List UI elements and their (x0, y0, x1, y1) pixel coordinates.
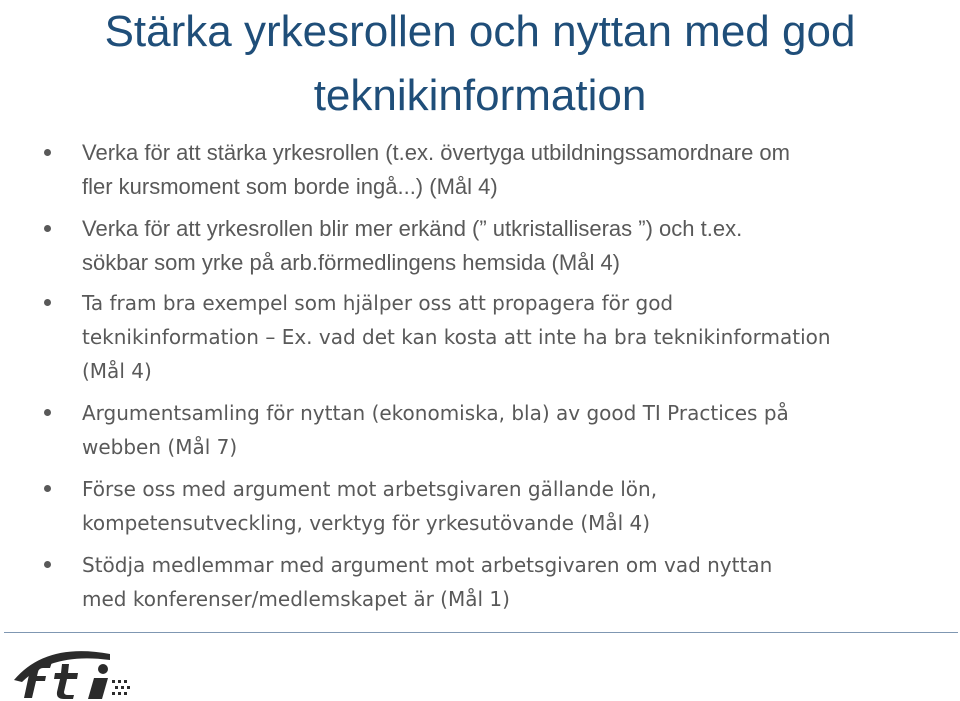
bullet-3-line-2: teknikinformation – Ex. vad det kan kosta att inte ha bra teknikinformation (82, 325, 831, 349)
bullet-dot-icon (44, 225, 51, 232)
bullet-6-line-1: Stödja medlemmar med argument mot arbetsgivaren om vad nyttan (82, 553, 773, 577)
bullet-4-line-1: Argumentsamling för nyttan (ekonomiska, bla) av good TI Practices på (82, 401, 789, 425)
bullet-3-line-3: (Mål 4) (82, 359, 152, 383)
bullet-list (0, 136, 960, 616)
bullet-item-3 (0, 286, 960, 388)
bullet-5-line-1: Förse oss med argument mot arbetsgivaren gällande lön, (82, 477, 658, 501)
bullet-1-line-2: fler kursmoment som borde ingå...) (Mål 4) (82, 174, 498, 199)
fti-logo-icon (6, 640, 136, 700)
bullet-dot-icon (44, 149, 51, 156)
bullet-item-1 (0, 136, 960, 204)
bullet-2-line-1: Verka för att yrkesrollen blir mer erkänd (” utkristalliseras ”) och t.ex. (82, 216, 743, 241)
bullet-dot-icon (44, 299, 51, 306)
bullet-dot-icon (44, 561, 51, 568)
bullet-4-line-2: webben (Mål 7) (82, 435, 238, 459)
bullet-item-2 (0, 212, 960, 280)
footer-divider (4, 632, 958, 633)
bullet-6-line-2: med konferenser/medlemskapet är (Mål 1) (82, 587, 510, 611)
bullet-2-line-2: sökbar som yrke på arb.förmedlingens hemsida (Mål 4) (82, 250, 621, 275)
slide-title-line-2: teknikinformation (313, 71, 647, 120)
bullet-dot-icon (44, 485, 51, 492)
bullet-item-5 (0, 472, 960, 540)
slide-title (0, 0, 960, 128)
bullet-5-line-2: kompetensutveckling, verktyg för yrkesutövande (Mål 4) (82, 511, 651, 535)
bullet-dot-icon (44, 409, 51, 416)
bullet-item-4 (0, 396, 960, 464)
slide-title-line-1: Stärka yrkesrollen och nyttan med god (104, 7, 856, 56)
bullet-item-6 (0, 548, 960, 616)
bullet-3-line-1: Ta fram bra exempel som hjälper oss att propagera för god (82, 291, 674, 315)
bullet-1-line-1: Verka för att stärka yrkesrollen (t.ex. övertyga utbildningssamordnare om (82, 140, 790, 165)
